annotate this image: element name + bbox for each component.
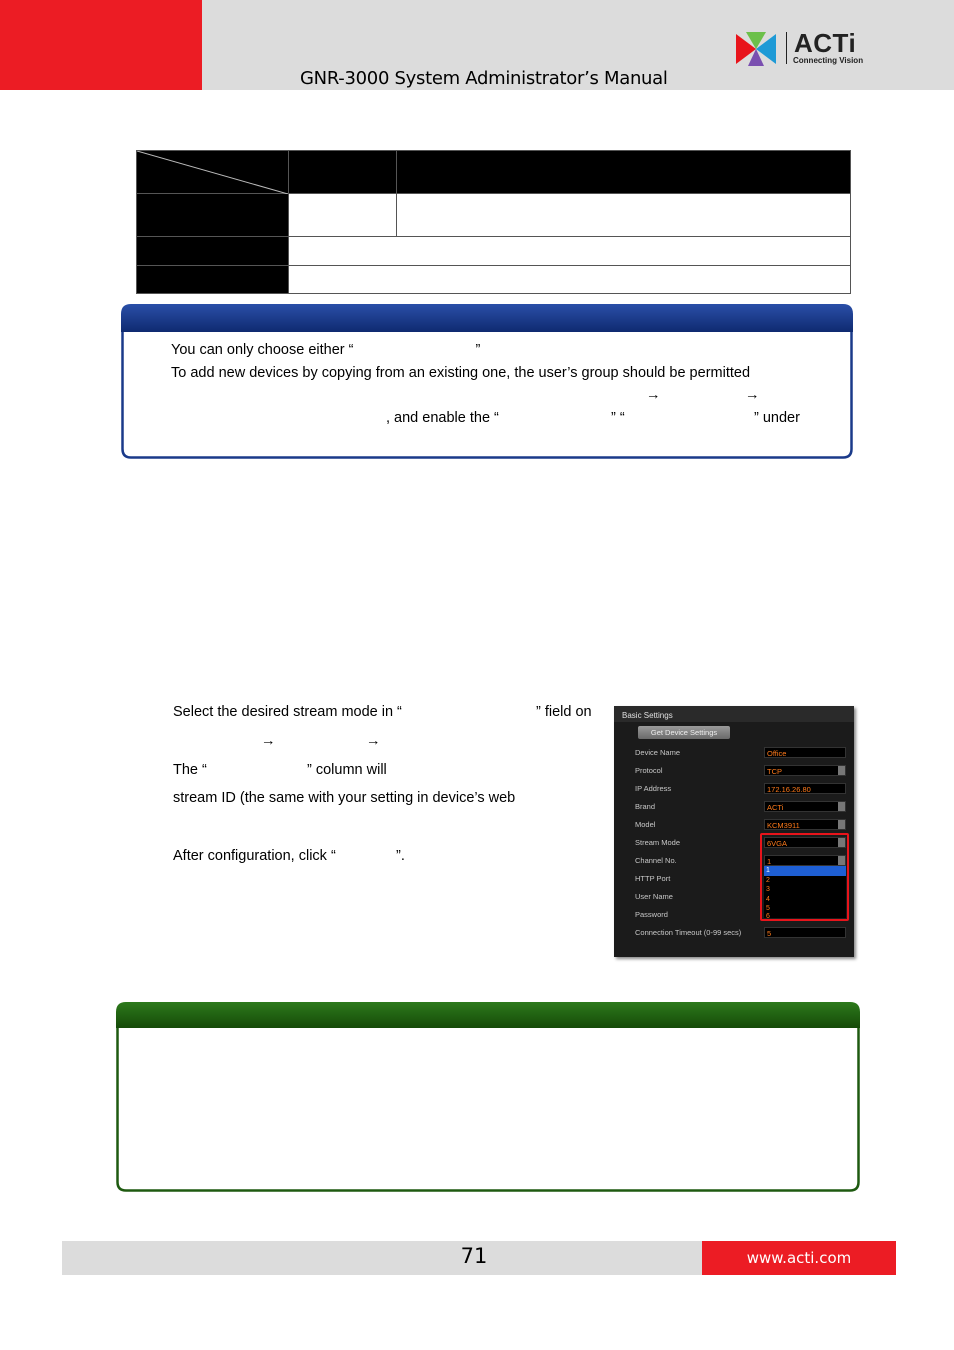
tip-box xyxy=(116,1002,860,1192)
manual-title: GNR-3000 System Administrator’s Manual xyxy=(300,68,668,89)
ip-address-field[interactable]: 172.16.26.80 xyxy=(764,783,846,794)
table-row-header xyxy=(137,266,289,294)
instruction-text: Select the desired stream mode in “ xyxy=(173,704,402,720)
note-text-line: , and enable the “ xyxy=(386,410,499,426)
logo-divider xyxy=(786,32,787,64)
dropdown-option[interactable]: 2 xyxy=(766,876,770,884)
note-text-fragment: ” under xyxy=(754,410,800,426)
instruction-text: After configuration, click “ xyxy=(173,848,336,864)
highlight-box xyxy=(760,833,849,921)
table-header-cell xyxy=(289,151,397,194)
dropdown-arrow-icon xyxy=(838,766,845,775)
note-text-line: To add new devices by copying from an existing one, the user’s group should be permitted xyxy=(171,365,751,381)
instruction-text: stream ID (the same with your setting in device’s web xyxy=(173,790,516,806)
instruction-text: The “ xyxy=(173,762,207,778)
note-text-fragment: ” “ xyxy=(611,410,625,426)
note-text-line: You can only choose either “ ” xyxy=(171,342,481,358)
dropdown-option[interactable]: 1 xyxy=(764,866,846,876)
diagonal-line-icon xyxy=(137,151,288,194)
model-label: Model xyxy=(635,820,656,829)
instruction-text: ” field on xyxy=(536,704,592,720)
permission-table xyxy=(136,150,851,294)
protocol-label: Protocol xyxy=(635,766,663,775)
protocol-select[interactable]: TCP xyxy=(764,765,846,776)
dropdown-arrow-icon xyxy=(838,820,845,829)
instruction-text: ”. xyxy=(396,848,405,864)
dropdown-option[interactable]: 3 xyxy=(766,886,770,893)
table-row-header xyxy=(137,194,289,237)
arrow-right-icon: → xyxy=(366,733,381,749)
model-select[interactable]: KCM3911 xyxy=(764,819,846,830)
get-device-settings-button[interactable]: Get Device Settings xyxy=(638,726,730,739)
dropdown-option[interactable]: 4 xyxy=(766,895,770,903)
http-port-label: HTTP Port xyxy=(635,874,671,883)
channel-no-label: Channel No. xyxy=(635,856,677,865)
instruction-text: ” column will xyxy=(307,762,387,778)
table-corner-cell xyxy=(137,151,289,194)
table-cell xyxy=(289,237,851,266)
footer-grey-band xyxy=(62,1241,702,1275)
basic-settings-screenshot xyxy=(614,706,854,957)
table-header-cell xyxy=(397,151,851,194)
logo-tagline: Connecting Vision xyxy=(793,56,864,65)
stream-mode-select[interactable]: 6VGA xyxy=(764,837,846,848)
header-red-block xyxy=(0,0,202,90)
brand-label: Brand xyxy=(635,802,656,811)
note-box xyxy=(121,304,853,459)
connection-timeout-field[interactable]: 5 xyxy=(764,927,846,938)
user-name-label: User Name xyxy=(635,892,673,901)
website-link[interactable]: www.acti.com xyxy=(746,1249,852,1267)
page-number: 71 xyxy=(460,1244,488,1268)
table-row-header xyxy=(137,237,289,266)
arrow-right-icon: → xyxy=(261,733,276,749)
stream-mode-label: Stream Mode xyxy=(635,838,681,847)
dropdown-option[interactable]: 5 xyxy=(766,905,770,912)
connection-timeout-label: Connection Timeout (0-99 secs) xyxy=(635,928,742,937)
ip-address-label: IP Address xyxy=(635,784,672,793)
table-cell xyxy=(289,266,851,294)
logo-wordmark: ACTi xyxy=(794,28,857,58)
password-label: Password xyxy=(635,910,668,919)
arrow-right-icon: → xyxy=(745,387,760,403)
table-cell xyxy=(289,194,397,237)
device-name-label: Device Name xyxy=(635,748,681,757)
arrow-right-icon: → xyxy=(646,387,661,403)
panel-title: Basic Settings xyxy=(622,711,673,720)
channel-no-select[interactable]: 1 xyxy=(764,855,846,866)
dropdown-arrow-icon xyxy=(838,802,845,811)
table-cell xyxy=(397,194,851,237)
device-name-field[interactable]: Office xyxy=(764,747,846,758)
dropdown-option[interactable]: 6 xyxy=(766,913,770,920)
brand-select[interactable]: ACTi xyxy=(764,801,846,812)
